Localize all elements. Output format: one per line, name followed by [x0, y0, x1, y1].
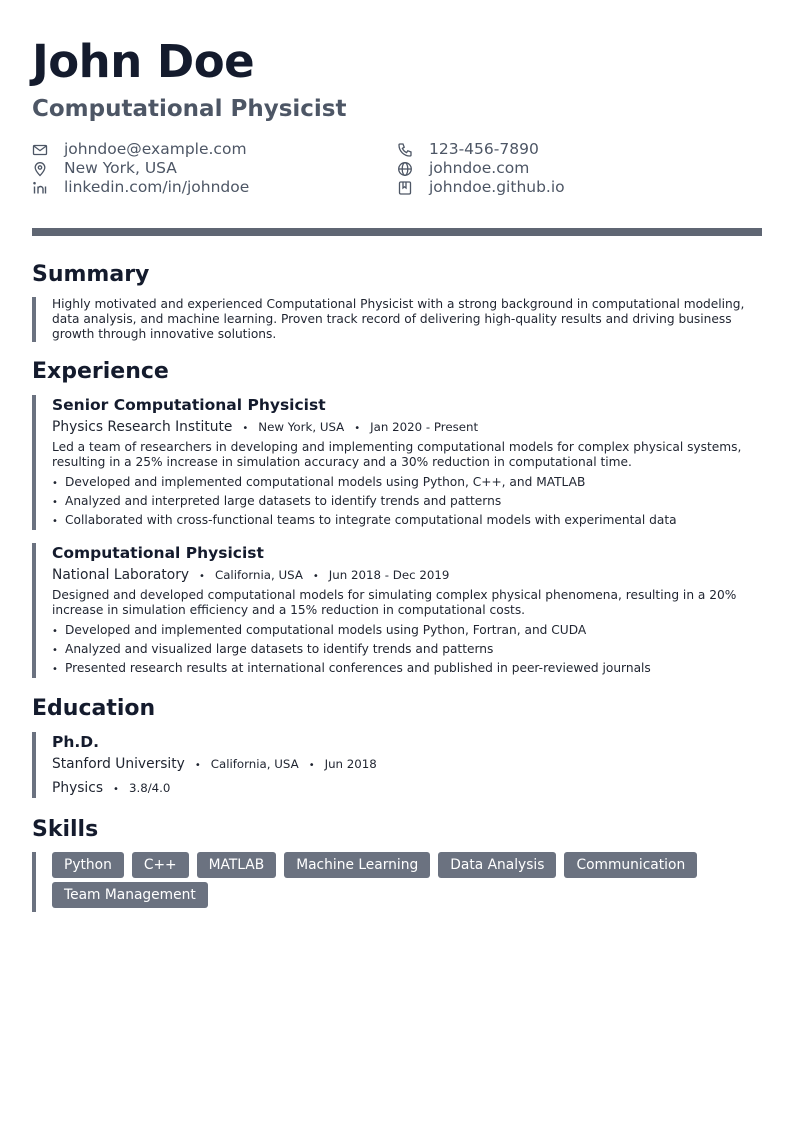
list-item: • Analyzed and visualized large datasets to identify trends and patterns: [52, 640, 762, 659]
contact-phone[interactable]: [397, 140, 539, 159]
gpa: 3.8/4.0: [128, 781, 171, 795]
job-description: Led a team of researchers in developing and implementing computational models for complex physical systems, resulting in a 25% increase in simulation accuracy and a 30% reduction in computational time.: [52, 440, 742, 469]
education-heading: Education: [32, 696, 156, 721]
github-icon: [397, 180, 413, 196]
school: Stanford University: [52, 756, 185, 772]
location-icon: [32, 161, 48, 177]
contact-website[interactable]: [397, 159, 529, 178]
linkedin-icon: [32, 180, 48, 196]
separator-dot: •: [308, 760, 315, 771]
education-entry: [32, 732, 762, 798]
separator-dot: •: [113, 784, 119, 795]
separator-dot: •: [312, 571, 319, 582]
website-text: johndoe.com: [429, 159, 530, 177]
school-location: California, USA: [210, 757, 299, 771]
education-field-row: [52, 778, 762, 800]
list-item: • Collaborated with cross-functional teams to integrate computational models with experimental data: [52, 511, 762, 530]
list-item: • Developed and implemented computational models using Python, Fortran, and CUDA: [52, 621, 762, 640]
job-dates: Jan 2020 - Present: [370, 420, 479, 434]
summary-heading: Summary: [32, 262, 150, 287]
contact-email[interactable]: [32, 140, 247, 159]
skill-tag: Team Management: [52, 882, 208, 908]
skill-tag: Communication: [564, 852, 697, 878]
skill-tag: Data Analysis: [438, 852, 556, 878]
field-of-study: Physics: [52, 780, 104, 796]
job-dates: Jun 2018 - Dec 2019: [328, 568, 450, 582]
separator-dot: •: [354, 423, 361, 434]
degree: Ph.D.: [52, 733, 100, 751]
separator-dot: •: [199, 571, 205, 582]
job-location: California, USA: [214, 568, 303, 582]
job-location: New York, USA: [258, 420, 345, 434]
job-meta: [52, 565, 762, 587]
experience-entry: [32, 395, 762, 530]
email-text: johndoe@example.com: [64, 140, 247, 158]
skills-heading: Skills: [32, 817, 99, 842]
separator-dot: •: [242, 423, 249, 434]
employer: National Laboratory: [52, 567, 190, 583]
linkedin-text: linkedin.com/in/johndoe: [64, 178, 250, 196]
education-meta: [52, 754, 762, 776]
job-position: Senior Computational Physicist: [52, 396, 326, 414]
skill-tag: MATLAB: [197, 852, 277, 878]
experience-entry: [32, 543, 762, 678]
skill-tag: Python: [52, 852, 124, 878]
employer: Physics Research Institute: [52, 419, 233, 435]
skill-tag: C++: [132, 852, 189, 878]
list-item: • Analyzed and interpreted large datasets to identify trends and patterns: [52, 492, 762, 511]
summary-text: Highly motivated and experienced Computational Physicist with a strong background in computational modeling, data analysis, and machine learning. Proven track record of delivering high-quality results and driving business growth through innovative solutions.: [52, 297, 745, 341]
header-divider: [32, 228, 762, 236]
full-name: John Doe: [32, 35, 255, 88]
graduation-date: Jun 2018: [324, 757, 377, 771]
github-text: johndoe.github.io: [429, 178, 565, 196]
globe-icon: [397, 161, 413, 177]
job-title: Computational Physicist: [32, 96, 347, 122]
phone-text: 123-456-7890: [429, 140, 539, 158]
job-position: Computational Physicist: [52, 544, 264, 562]
phone-icon: [397, 142, 413, 158]
list-item: • Developed and implemented computational models using Python, C++, and MATLAB: [52, 473, 762, 492]
job-bullets: [52, 621, 762, 678]
job-description: Designed and developed computational models for simulating complex physical phenomena, resulting in a 20% increase in simulation efficiency and a 15% reduction in computational costs.: [52, 588, 737, 617]
skills-block: [32, 852, 762, 912]
summary-block: [32, 297, 762, 342]
contact-location: [32, 159, 177, 178]
contact-linkedin[interactable]: [32, 178, 249, 197]
list-item: • Presented research results at international conferences and published in peer-reviewed journals: [52, 659, 762, 678]
skill-tag: Machine Learning: [284, 852, 430, 878]
job-bullets: [52, 473, 762, 530]
contact-github[interactable]: [397, 178, 565, 197]
experience-heading: Experience: [32, 359, 169, 384]
contact-info: [32, 140, 762, 200]
separator-dot: •: [194, 760, 201, 771]
skill-tags: [52, 852, 742, 908]
location-text: New York, USA: [64, 159, 177, 177]
mail-icon: [32, 142, 48, 158]
job-meta: [52, 417, 762, 439]
